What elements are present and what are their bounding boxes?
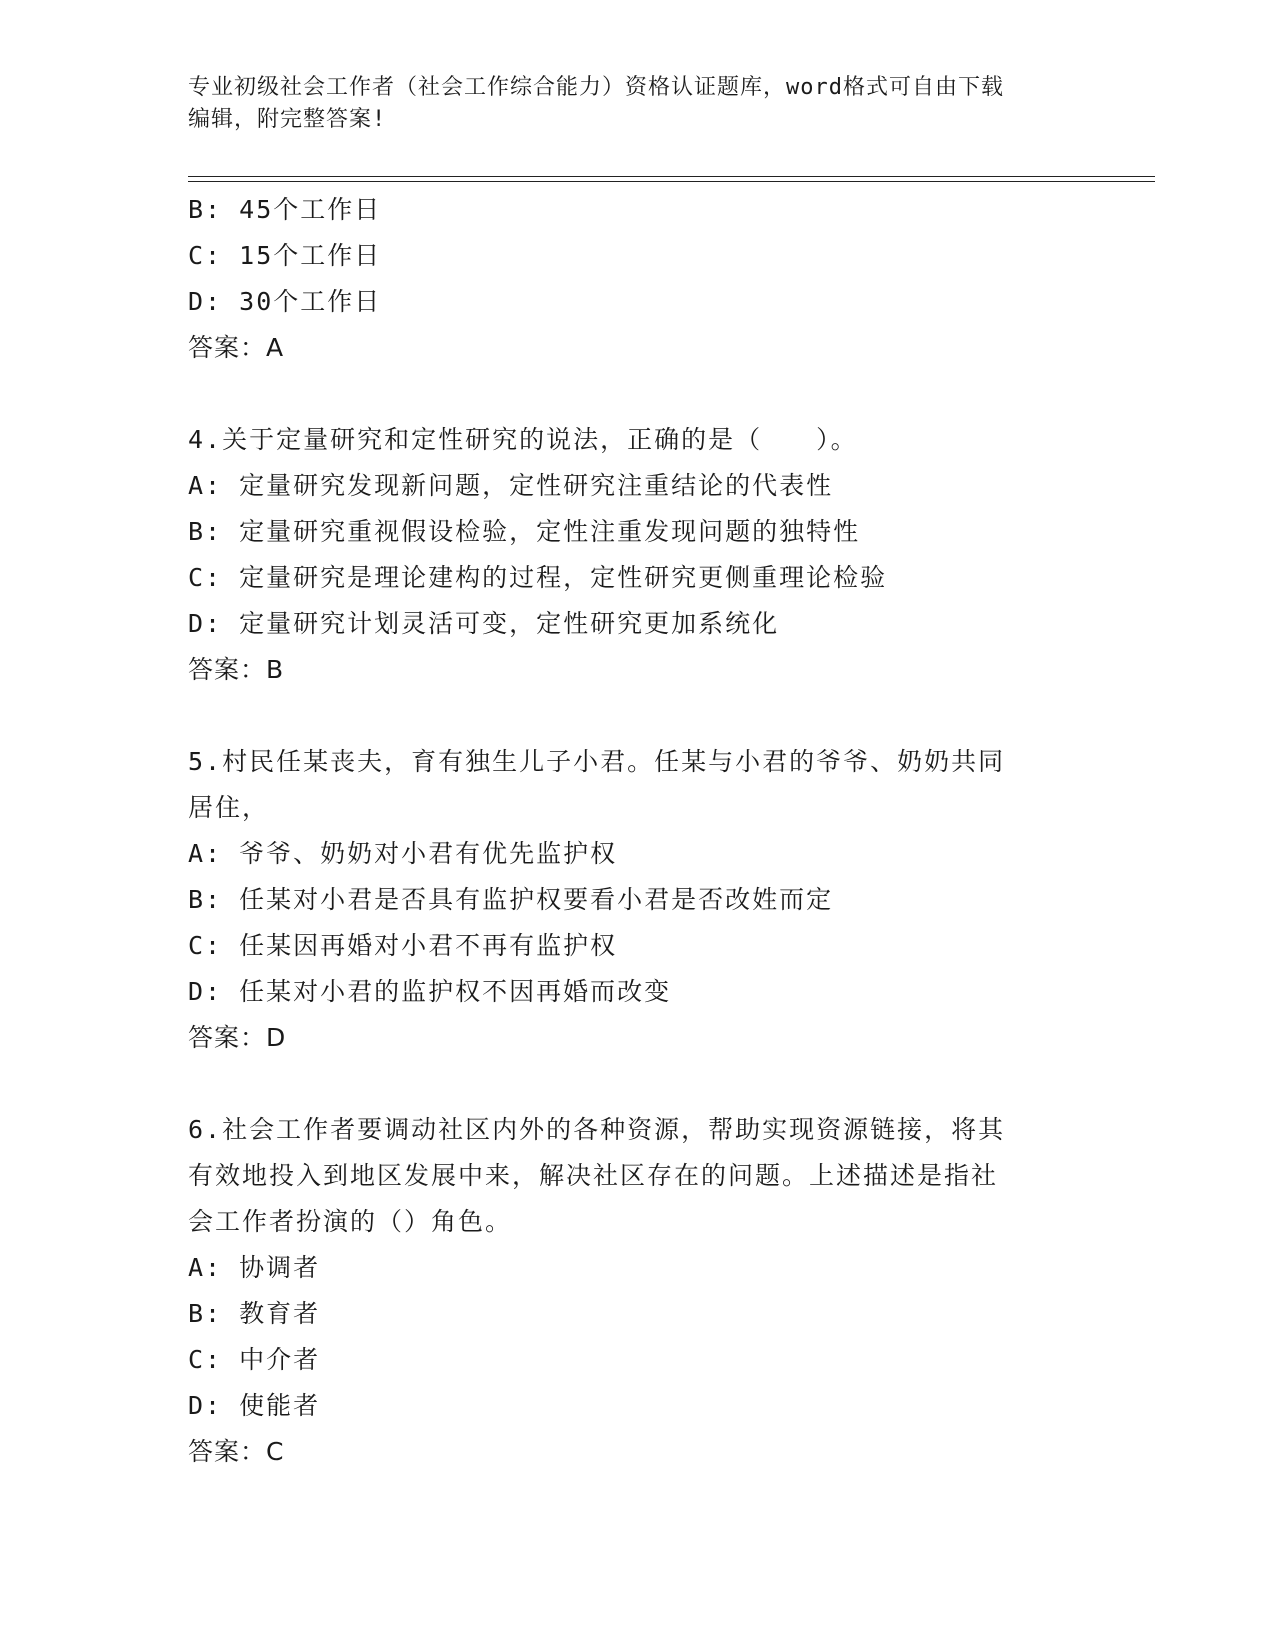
option-a: A: 协调者: [188, 1253, 321, 1282]
option-c: C: 任某因再婚对小君不再有监护权: [188, 931, 618, 960]
answer: 答案：A: [188, 333, 285, 362]
option-d: D: 30个工作日: [188, 287, 382, 316]
question-3: [188, 187, 1088, 371]
option-a: A: 爷爷、奶奶对小君有优先监护权: [188, 839, 618, 868]
header-line-2: 编辑，附完整答案!: [188, 107, 387, 132]
option-b: B: 45个工作日: [188, 195, 382, 224]
option-a: A: 定量研究发现新问题，定性研究注重结论的代表性: [188, 471, 834, 500]
question-stem: 4.关于定量研究和定性研究的说法，正确的是（ ）。: [188, 425, 858, 454]
answer: 答案：C: [188, 1437, 285, 1466]
question-stem: 会工作者扮演的（）角色。: [188, 1207, 513, 1236]
header-divider: [188, 176, 1155, 182]
question-stem: 有效地投入到地区发展中来，解决社区存在的问题。上述描述是指社: [188, 1161, 999, 1190]
option-d: D: 定量研究计划灵活可变，定性研究更加系统化: [188, 609, 780, 638]
question-5: [188, 739, 1088, 1061]
option-c: C: 15个工作日: [188, 241, 382, 270]
option-d: D: 任某对小君的监护权不因再婚而改变: [188, 977, 672, 1006]
option-c: C: 中介者: [188, 1345, 321, 1374]
option-b: B: 定量研究重视假设检验，定性注重发现问题的独特性: [188, 517, 861, 546]
question-6: [188, 1107, 1088, 1475]
option-b: B: 教育者: [188, 1299, 321, 1328]
header-line-1: 专业初级社会工作者（社会工作综合能力）资格认证题库，word格式可自由下载: [188, 75, 1004, 100]
option-d: D: 使能者: [188, 1391, 321, 1420]
document-header: [188, 72, 1088, 136]
question-stem: 居住，: [188, 793, 270, 822]
question-stem: 6.社会工作者要调动社区内外的各种资源，帮助实现资源链接，将其: [188, 1115, 1006, 1144]
option-b: B: 任某对小君是否具有监护权要看小君是否改姓而定: [188, 885, 834, 914]
answer: 答案：B: [188, 655, 285, 684]
question-list: [188, 187, 1088, 1475]
option-c: C: 定量研究是理论建构的过程，定性研究更侧重理论检验: [188, 563, 888, 592]
question-4: [188, 417, 1088, 693]
question-stem: 5.村民任某丧夫，育有独生儿子小君。任某与小君的爷爷、奶奶共同: [188, 747, 1006, 776]
answer: 答案：D: [188, 1023, 287, 1052]
